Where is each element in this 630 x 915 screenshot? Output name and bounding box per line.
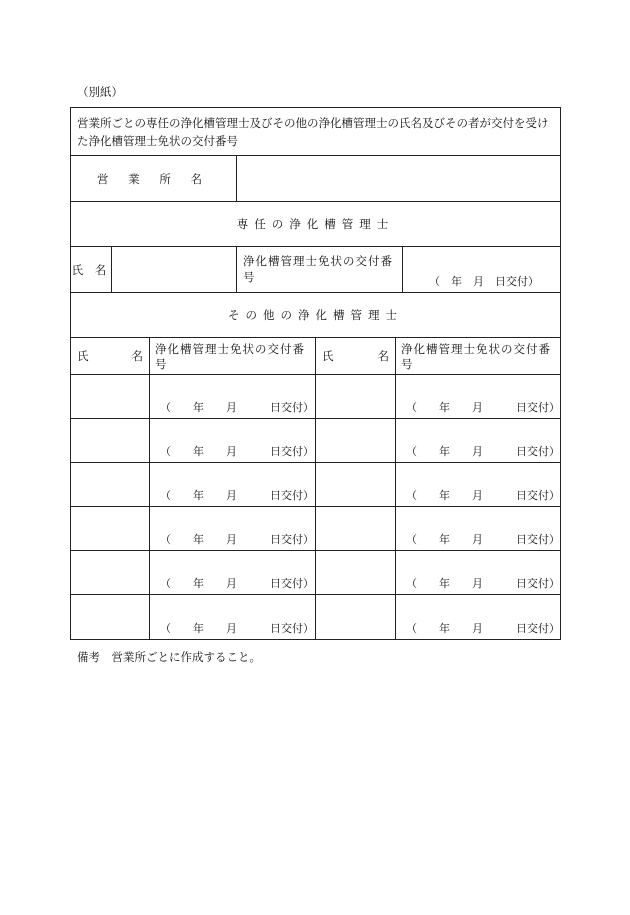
attachment-label: （別紙） — [77, 85, 123, 99]
cert-number-field[interactable] — [396, 463, 560, 506]
dedicated-issue-date: （ 年 月 日交付） — [429, 275, 539, 288]
issue-date: （ 年 月 日交付） — [160, 401, 314, 414]
dedicated-cert-number-field[interactable] — [403, 247, 560, 292]
form-title: 営業所ごとの専任の浄化槽管理士及びその他の浄化槽管理士の氏名及びその者が交付を受けた浄化槽管理士免状の交付番号 — [77, 116, 549, 148]
name-field[interactable] — [71, 375, 150, 418]
table-row — [71, 375, 560, 419]
dedicated-section-header: 専任の浄化槽管理士 — [71, 202, 560, 247]
column-header-name-left — [71, 338, 150, 374]
office-name-label: 営 業 所 名 — [71, 156, 237, 201]
name-field[interactable] — [316, 463, 396, 506]
name-field[interactable] — [316, 375, 396, 418]
cert-number-field[interactable] — [150, 419, 316, 462]
name-field[interactable] — [71, 551, 150, 594]
cert-number-field[interactable] — [396, 507, 560, 550]
cert-number-field[interactable] — [150, 463, 316, 506]
name-field[interactable] — [71, 419, 150, 462]
name-char-1: 氏 — [322, 349, 334, 363]
issue-date: （ 年 月 日交付） — [406, 401, 560, 414]
name-field[interactable] — [316, 595, 396, 639]
issue-date: （ 年 月 日交付） — [160, 533, 314, 546]
other-table-header-row — [71, 338, 560, 375]
cert-number-field[interactable] — [396, 419, 560, 462]
table-row — [71, 595, 560, 639]
cert-number-field[interactable] — [150, 375, 316, 418]
office-name-field[interactable] — [237, 156, 560, 201]
dedicated-manager-row — [71, 247, 560, 293]
issue-date: （ 年 月 日交付） — [406, 489, 560, 502]
issue-date: （ 年 月 日交付） — [160, 445, 314, 458]
name-field[interactable] — [316, 551, 396, 594]
cert-number-field[interactable] — [396, 551, 560, 594]
registration-form-table — [70, 107, 561, 640]
dedicated-name-field[interactable] — [112, 247, 237, 292]
column-header-cert-right: 浄化槽管理士免状の交付番号 — [401, 342, 551, 371]
issue-date: （ 年 月 日交付） — [406, 445, 560, 458]
dedicated-cert-number-label: 浄化槽管理士免状の交付番号 — [237, 247, 403, 292]
table-row — [71, 507, 560, 551]
table-row — [71, 551, 560, 595]
issue-date: （ 年 月 日交付） — [160, 622, 314, 635]
table-row — [71, 419, 560, 463]
issue-date: （ 年 月 日交付） — [406, 533, 560, 546]
name-char-2: 名 — [131, 349, 143, 363]
name-field[interactable] — [71, 595, 150, 639]
column-header-name-right — [316, 338, 396, 374]
form-title-row — [71, 108, 560, 156]
cert-number-field[interactable] — [396, 595, 560, 639]
issue-date: （ 年 月 日交付） — [406, 622, 560, 635]
name-char-1: 氏 — [77, 349, 89, 363]
other-section-header: その他の浄化槽管理士 — [71, 293, 560, 338]
name-field[interactable] — [71, 507, 150, 550]
cert-number-field[interactable] — [150, 595, 316, 639]
name-field[interactable] — [71, 463, 150, 506]
dedicated-name-label: 氏 名 — [71, 247, 112, 292]
name-field[interactable] — [316, 507, 396, 550]
remarks-note: 備考 営業所ごとに作成すること。 — [77, 650, 261, 664]
issue-date: （ 年 月 日交付） — [160, 577, 314, 590]
issue-date: （ 年 月 日交付） — [160, 489, 314, 502]
name-char-2: 名 — [377, 349, 389, 363]
office-name-row — [71, 156, 560, 202]
cert-number-field[interactable] — [396, 375, 560, 418]
cert-number-field[interactable] — [150, 551, 316, 594]
column-header-cert-left: 浄化槽管理士免状の交付番号 — [150, 338, 316, 374]
cert-number-field[interactable] — [150, 507, 316, 550]
name-field[interactable] — [316, 419, 396, 462]
table-row — [71, 463, 560, 507]
issue-date: （ 年 月 日交付） — [406, 577, 560, 590]
